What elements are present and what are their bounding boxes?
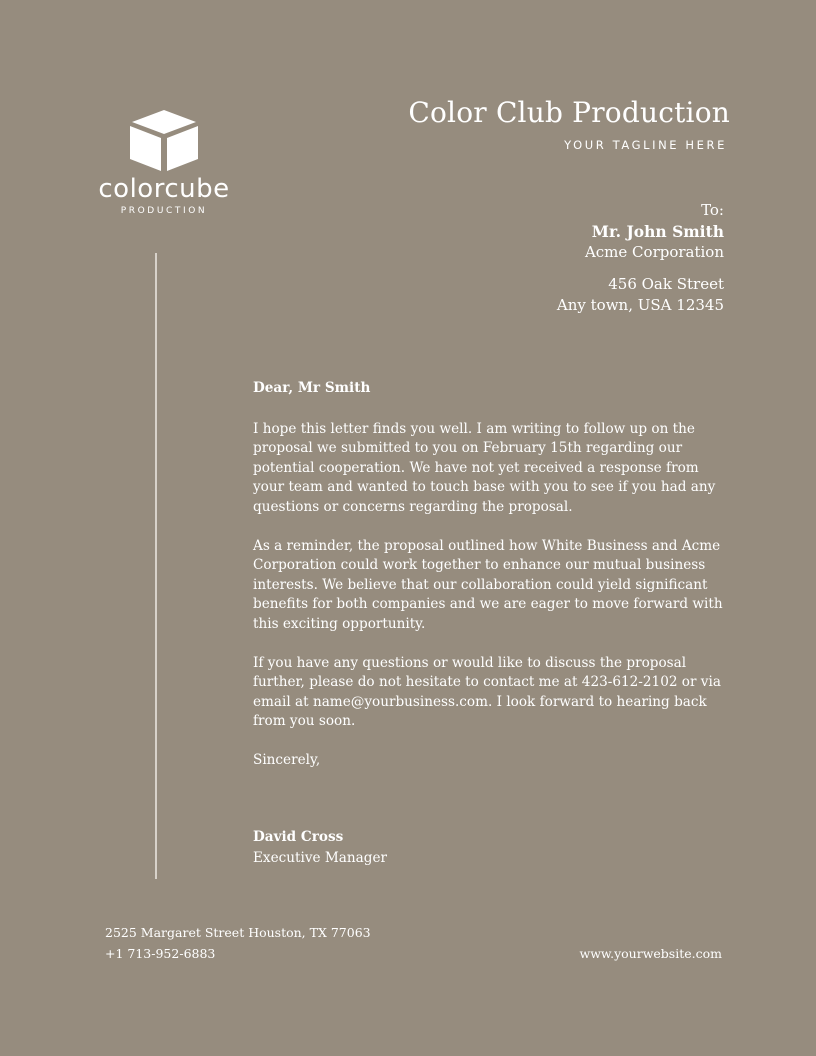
letter-paragraph: I hope this letter finds you well. I am writing to follow up on the proposal we submitted to you on February 15th regarding our potential cooperation. We have not yet received a response from your team and wanted to touch base with you to see if you had any questions or concerns regarding the proposal. [253, 420, 716, 515]
cube-icon [126, 108, 202, 172]
to-label: To: [701, 201, 724, 219]
footer-website[interactable]: www.yourwebsite.com [579, 946, 722, 961]
vertical-divider [155, 253, 157, 879]
recipient-city: Any town, USA 12345 [556, 296, 724, 314]
salutation: Dear, Mr Smith [253, 380, 371, 396]
signer-title: Executive Manager [253, 850, 387, 866]
footer-contact [105, 922, 371, 964]
footer-address: 2525 Margaret Street Houston, TX 77063 [105, 925, 371, 940]
logo-wordmark: colorcube [98, 174, 230, 204]
company-name: Color Club Production [408, 96, 730, 129]
footer-phone: +1 713-952-6883 [105, 946, 216, 961]
letter-paragraph: If you have any questions or would like to discuss the proposal further, please do not hesitate to contact me at 423-612-2102 or via email at name@yourbusiness.com. I look forward to hearing back from you soon. [253, 654, 721, 729]
recipient-name: Mr. John Smith [591, 222, 724, 241]
recipient-company: Acme Corporation [584, 243, 724, 261]
letter-paragraph: As a reminder, the proposal outlined how White Business and Acme Corporation could work together to enhance our mutual business interests. We believe that our collaboration could yield significant benefits for both companies and we are eager to move forward with this exciting opportunity. [253, 537, 723, 632]
logo-subtitle: PRODUCTION [120, 206, 208, 216]
signer-name: David Cross [253, 828, 344, 845]
company-logo [88, 108, 240, 216]
tagline: YOUR TAGLINE HERE [564, 138, 727, 152]
recipient-street: 456 Oak Street [608, 275, 724, 293]
letter-body [253, 379, 733, 869]
closing: Sincerely, [253, 752, 321, 768]
recipient-address [557, 200, 724, 316]
